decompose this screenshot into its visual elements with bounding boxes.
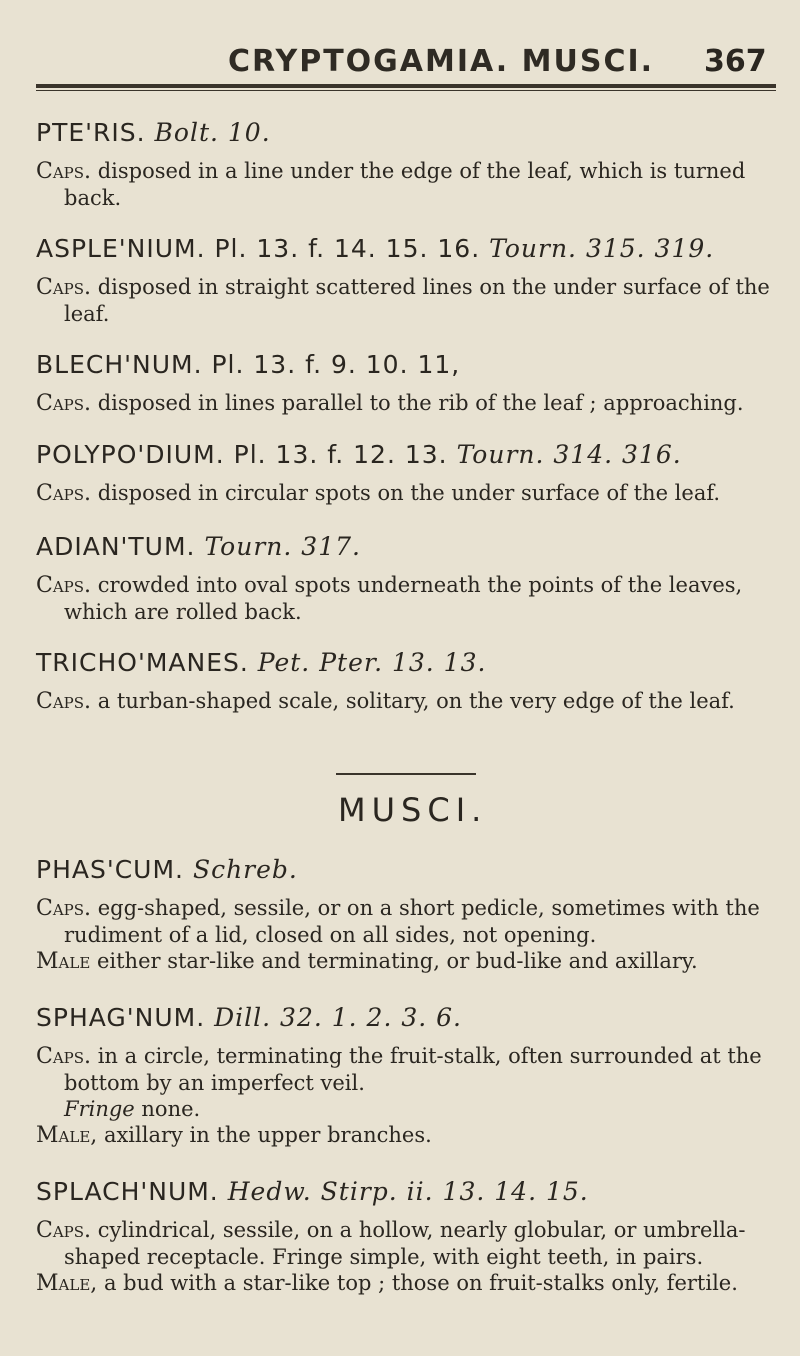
entry-splachnum [36, 1177, 792, 1297]
entry-adiantum [36, 532, 792, 625]
entry-description: Caps. in a circle, terminating the fruit-stalk, often surrounded at the bottom by an imperfect veil. Fringe none. Male, axillary in the upper branches. [36, 1044, 762, 1148]
entry-heading: PTE'RIS. Bolt. 10. [36, 118, 271, 147]
entry-asplenium [36, 234, 792, 327]
entry-trichomanes [36, 648, 792, 715]
entry-heading: ASPLE'NIUM. Pl. 13. f. 14. 15. 16. Tourn. 315. 319. [36, 234, 715, 263]
entry-heading: TRICHO'MANES. Pet. Pter. 13. 13. [36, 648, 487, 677]
entry-description: Caps. disposed in circular spots on the under surface of the leaf. [36, 481, 721, 506]
running-title: CRYPTOGAMIA. MUSCI. [228, 44, 655, 79]
entry-heading: ADIAN'TUM. Tourn. 317. [36, 532, 361, 561]
section-title: MUSCI. [338, 791, 488, 829]
entry-description: Caps. egg-shaped, sessile, or on a short pedicle, sometimes with the rudiment of a lid, closed on all sides, not opening. Male either star-like and terminating, or bud-like and axillary. [36, 896, 760, 974]
entry-description: Caps. a turban-shaped scale, solitary, on the very edge of the leaf. [36, 689, 735, 714]
entry-description: Caps. disposed in lines parallel to the rib of the leaf ; approaching. [36, 391, 744, 416]
entry-description: Caps. disposed in a line under the edge of the leaf, which is turned back. [36, 159, 746, 210]
page-number: 367 [704, 44, 767, 79]
running-head [0, 44, 800, 84]
entry-heading: POLYPO'DIUM. Pl. 13. f. 12. 13. Tourn. 314. 316. [36, 440, 682, 469]
entry-description: Caps. cylindrical, sessile, on a hollow, nearly globular, or umbrella-shaped receptacle. Fringe simple, with eight teeth, in pairs. Male, a bud with a star-like top ; those on fruit-stalks only, fertile. [36, 1218, 746, 1296]
entry-heading: SPHAG'NUM. Dill. 32. 1. 2. 3. 6. [36, 1003, 463, 1032]
entry-heading: PHAS'CUM. Schreb. [36, 855, 298, 884]
entry-blechnum [36, 350, 792, 417]
entry-sphagnum [36, 1003, 792, 1149]
entry-pteris [36, 118, 792, 211]
entry-polypodium [36, 440, 792, 507]
header-rule [36, 84, 776, 91]
entry-heading: BLECH'NUM. Pl. 13. f. 9. 10. 11, [36, 350, 461, 379]
entry-phascum [36, 855, 792, 975]
entry-description: Caps. disposed in straight scattered lines on the under surface of the leaf. [36, 275, 770, 326]
entry-description: Caps. crowded into oval spots underneath the points of the leaves, which are rolled back. [36, 573, 743, 624]
entry-heading: SPLACH'NUM. Hedw. Stirp. ii. 13. 14. 15. [36, 1177, 589, 1206]
section-divider [336, 773, 476, 775]
